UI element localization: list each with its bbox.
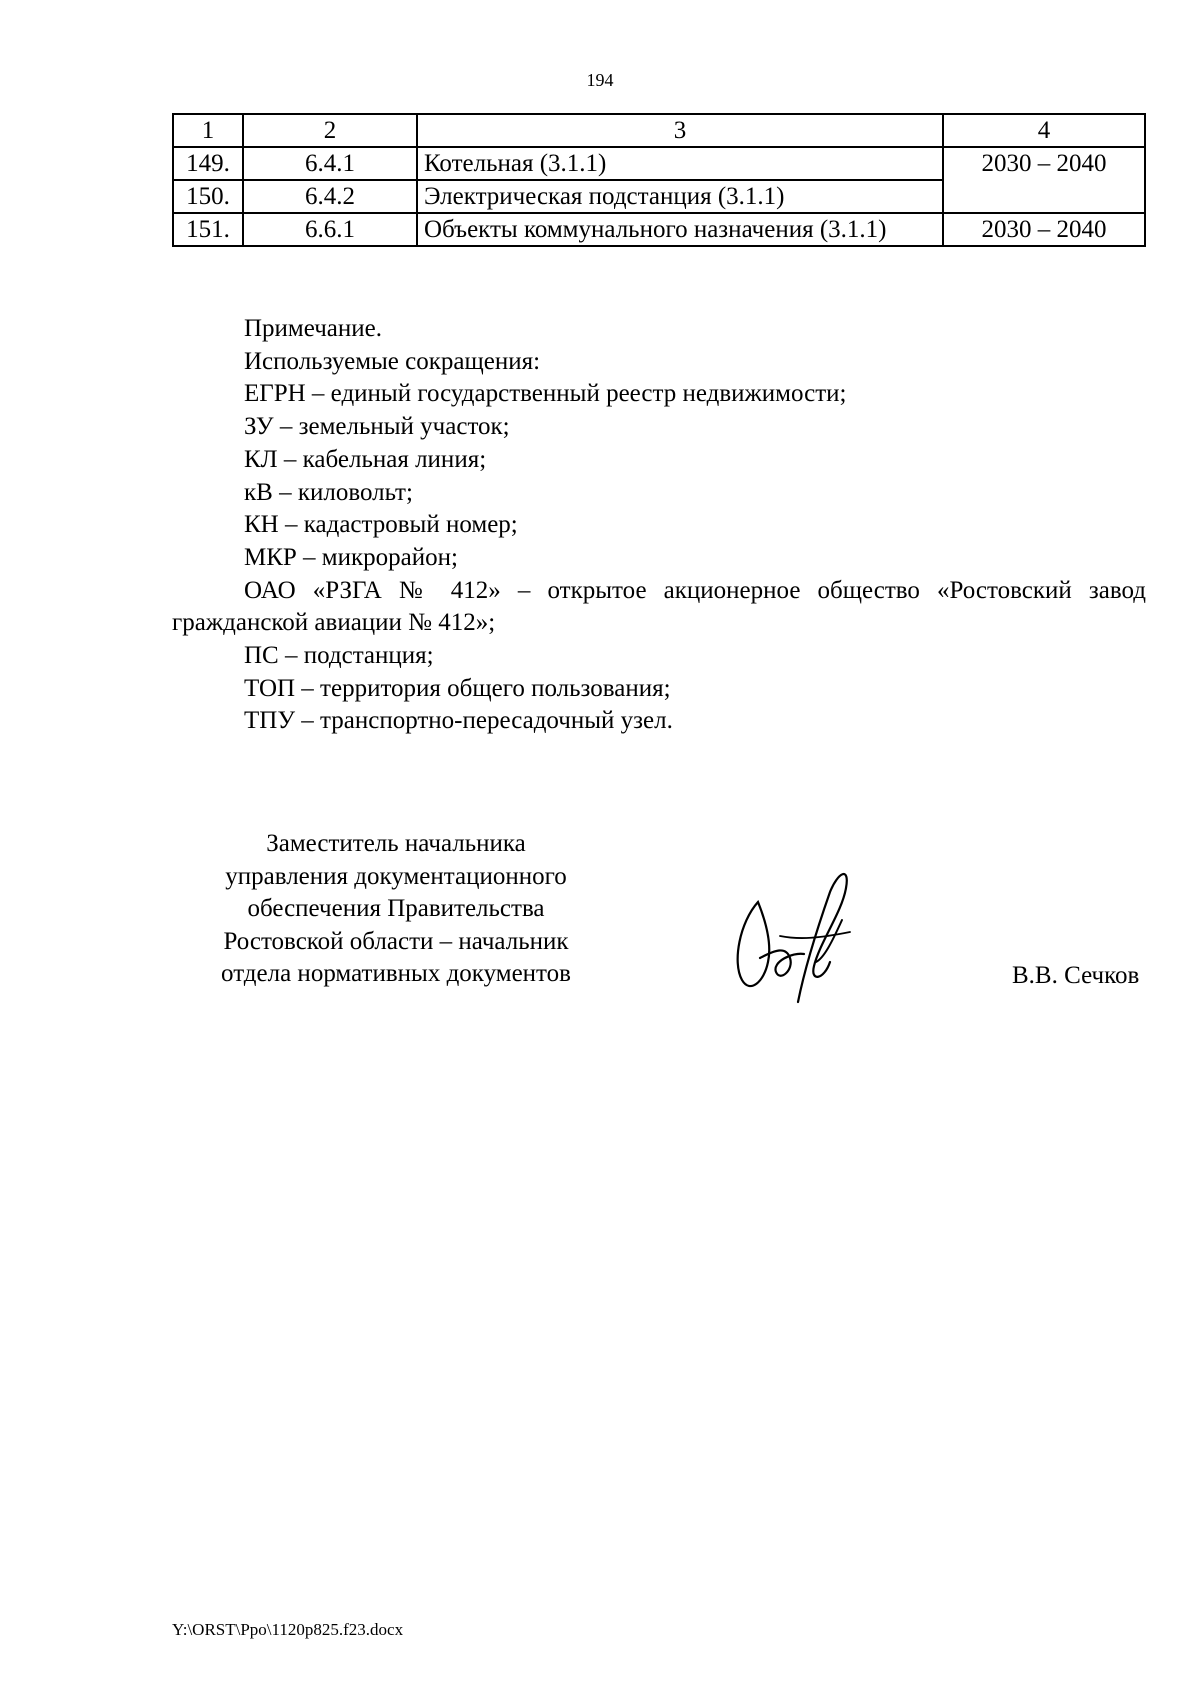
row-number: 149. bbox=[173, 147, 243, 180]
row-number: 150. bbox=[173, 180, 243, 213]
abbreviation-item: ПС – подстанция; bbox=[244, 642, 434, 670]
signer-position-line: Ростовской области – начальник bbox=[223, 927, 569, 955]
row-code: 6.6.1 bbox=[243, 213, 417, 246]
abbreviation-item: ТОП – территория общего пользования; bbox=[244, 674, 671, 702]
abbreviation-item: ЕГРН – единый государственный реестр недвижимости; bbox=[244, 380, 847, 408]
header-cell-1: 1 bbox=[173, 114, 243, 147]
header-cell-2: 2 bbox=[243, 114, 417, 147]
table-row bbox=[173, 213, 1145, 246]
signer-position-line: Заместитель начальника bbox=[266, 830, 526, 857]
signer-position-line: отдела нормативных документов bbox=[221, 960, 571, 987]
header-cell-4: 4 bbox=[943, 114, 1145, 147]
file-path: Y:\ORST\Ppo\1120p825.f23.docx bbox=[172, 1620, 404, 1639]
header-cell-3: 3 bbox=[417, 114, 943, 147]
abbreviation-item: ТПУ – транспортно-пересадочный узел. bbox=[244, 707, 673, 735]
abbreviation-item: МКР – микрорайон; bbox=[244, 543, 458, 571]
abbreviation-item: КН – кадастровый номер; bbox=[244, 511, 518, 539]
signer-position-line: управления документационного bbox=[225, 862, 567, 890]
row-code: 6.4.1 bbox=[243, 147, 417, 180]
notes-title: Примечание. bbox=[244, 315, 383, 342]
row-code: 6.4.2 bbox=[243, 180, 417, 213]
notes-subtitle: Используемые сокращения: bbox=[244, 347, 541, 375]
signer-position-line: обеспечения Правительства bbox=[247, 895, 545, 922]
row-number: 151. bbox=[173, 213, 243, 246]
objects-table bbox=[172, 113, 1146, 247]
abbreviations-notes bbox=[172, 313, 1146, 738]
row-period: 2030 – 2040 bbox=[943, 213, 1145, 246]
abbreviation-item: КЛ – кабельная линия; bbox=[244, 445, 487, 473]
handwritten-signature-icon bbox=[720, 862, 880, 1012]
table-row bbox=[173, 147, 1145, 180]
abbreviation-item: ОАО «РЗГА № 412» – открытое акционерное общество «Ростовский завод гражданской авиации № 412»; bbox=[172, 576, 1146, 637]
row-name: Объекты коммунального назначения (3.1.1) bbox=[417, 213, 943, 246]
row-name: Электрическая подстанция (3.1.1) bbox=[417, 180, 943, 213]
table-header-row bbox=[173, 114, 1145, 147]
abbreviation-item: кВ – киловольт; bbox=[244, 478, 413, 506]
page-number: 194 bbox=[586, 70, 614, 90]
signer-name: В.В. Сечков bbox=[1012, 962, 1140, 989]
row-period: 2030 – 2040 bbox=[943, 147, 1145, 213]
row-name: Котельная (3.1.1) bbox=[417, 147, 943, 180]
signer-position bbox=[168, 828, 624, 991]
abbreviation-item: ЗУ – земельный участок; bbox=[244, 413, 510, 441]
